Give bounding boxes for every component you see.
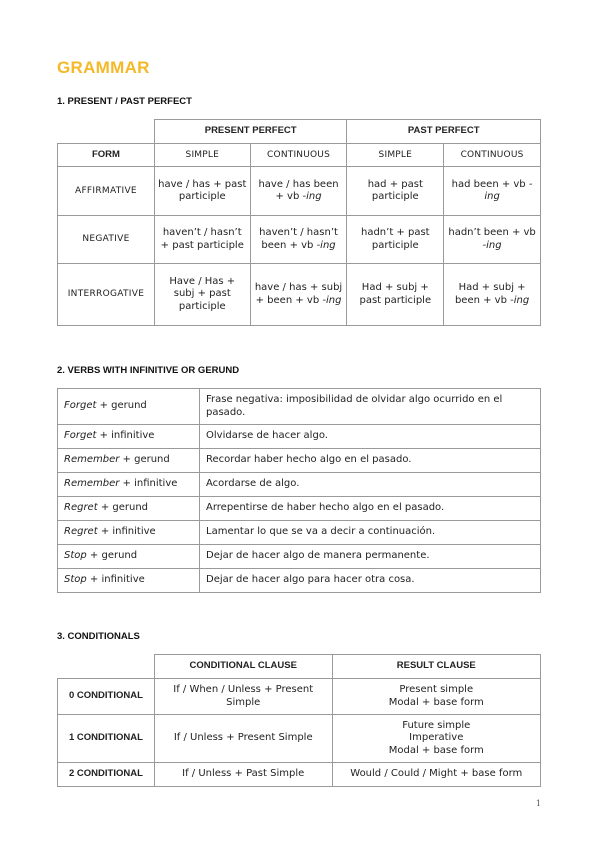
verb-cell: Forget + infinitive <box>58 425 200 449</box>
table-row <box>58 521 541 545</box>
row-label: 1 CONDITIONAL <box>58 715 155 763</box>
meaning-cell: Lamentar lo que se va a decir a continuación. <box>200 521 541 545</box>
table-row-interrogative <box>58 264 541 326</box>
header-present-perfect: PRESENT PERFECT <box>154 120 347 144</box>
cell-past-continuous: hadn’t been + vb -ing <box>444 216 541 264</box>
verb-cell: Remember + gerund <box>58 449 200 473</box>
cell-pp-continuous: haven’t / hasn’t been + vb -ing <box>250 216 347 264</box>
meaning-cell: Dejar de hacer algo para hacer otra cosa. <box>200 569 541 593</box>
present-past-perfect-table <box>57 119 541 326</box>
verb-cell: Remember + infinitive <box>58 473 200 497</box>
section-heading-present-past-perfect: 1. PRESENT / PAST PERFECT <box>57 96 192 107</box>
verb-cell: Stop + infinitive <box>58 569 200 593</box>
table-row-negative <box>58 216 541 264</box>
cell-past-continuous: Had + subj + been + vb -ing <box>444 264 541 326</box>
header-past-perfect: PAST PERFECT <box>347 120 541 144</box>
table-row <box>58 497 541 521</box>
result-cell: Future simple Imperative Modal + base form <box>332 715 540 763</box>
cell-pp-simple: haven’t / hasn’t + past participle <box>154 216 250 264</box>
cell-past-continuous: had been + vb -ing <box>444 167 541 216</box>
page-title: GRAMMAR <box>57 58 150 77</box>
meaning-cell: Arrepentirse de haber hecho algo en el pasado. <box>200 497 541 521</box>
verb-cell: Regret + infinitive <box>58 521 200 545</box>
table-row <box>58 389 541 425</box>
table-row <box>58 569 541 593</box>
table-row-affirmative <box>58 167 541 216</box>
meaning-cell: Recordar haber hecho algo en el pasado. <box>200 449 541 473</box>
table-row <box>58 473 541 497</box>
blank-cell <box>58 120 155 144</box>
cell-pp-simple: have / has + past participle <box>154 167 250 216</box>
condition-cell: If / When / Unless + Present Simple <box>154 679 332 715</box>
row-label: 0 CONDITIONAL <box>58 679 155 715</box>
subheader-simple: SIMPLE <box>347 144 444 167</box>
header-form: FORM <box>58 144 155 167</box>
table-row-0-conditional <box>58 679 541 715</box>
table-row-1-conditional <box>58 715 541 763</box>
conditionals-table <box>57 654 541 787</box>
row-label: AFFIRMATIVE <box>58 167 155 216</box>
header-result-clause: RESULT CLAUSE <box>332 655 540 679</box>
condition-cell: If / Unless + Present Simple <box>154 715 332 763</box>
result-cell: Would / Could / Might + base form <box>332 763 540 787</box>
table-row-2-conditional <box>58 763 541 787</box>
verb-cell: Stop + gerund <box>58 545 200 569</box>
page-number: 1 <box>535 799 541 808</box>
cell-past-simple: Had + subj + past participle <box>347 264 444 326</box>
table-row <box>58 449 541 473</box>
section-heading-conditionals: 3. CONDITIONALS <box>57 631 140 642</box>
section-heading-verbs: 2. VERBS WITH INFINITIVE OR GERUND <box>57 365 240 376</box>
table-row <box>58 545 541 569</box>
verb-cell: Forget + gerund <box>58 389 200 425</box>
row-label: INTERROGATIVE <box>58 264 155 326</box>
meaning-cell: Acordarse de algo. <box>200 473 541 497</box>
table-row <box>58 425 541 449</box>
cell-pp-continuous: have / has been + vb -ing <box>250 167 347 216</box>
condition-cell: If / Unless + Past Simple <box>154 763 332 787</box>
cell-pp-continuous: have / has + subj + been + vb -ing <box>250 264 347 326</box>
verbs-table <box>57 388 541 593</box>
meaning-cell: Dejar de hacer algo de manera permanente. <box>200 545 541 569</box>
subheader-continuous: CONTINUOUS <box>444 144 541 167</box>
cell-past-simple: hadn’t + past participle <box>347 216 444 264</box>
meaning-cell: Frase negativa: imposibilidad de olvidar algo ocurrido en el pasado. <box>200 389 541 425</box>
meaning-cell: Olvidarse de hacer algo. <box>200 425 541 449</box>
result-cell: Present simple Modal + base form <box>332 679 540 715</box>
subheader-simple: SIMPLE <box>154 144 250 167</box>
header-conditional-clause: CONDITIONAL CLAUSE <box>154 655 332 679</box>
row-label: 2 CONDITIONAL <box>58 763 155 787</box>
subheader-continuous: CONTINUOUS <box>250 144 347 167</box>
cell-pp-simple: Have / Has + subj + past participle <box>154 264 250 326</box>
row-label: NEGATIVE <box>58 216 155 264</box>
blank-cell <box>58 655 155 679</box>
cell-past-simple: had + past participle <box>347 167 444 216</box>
verb-cell: Regret + gerund <box>58 497 200 521</box>
